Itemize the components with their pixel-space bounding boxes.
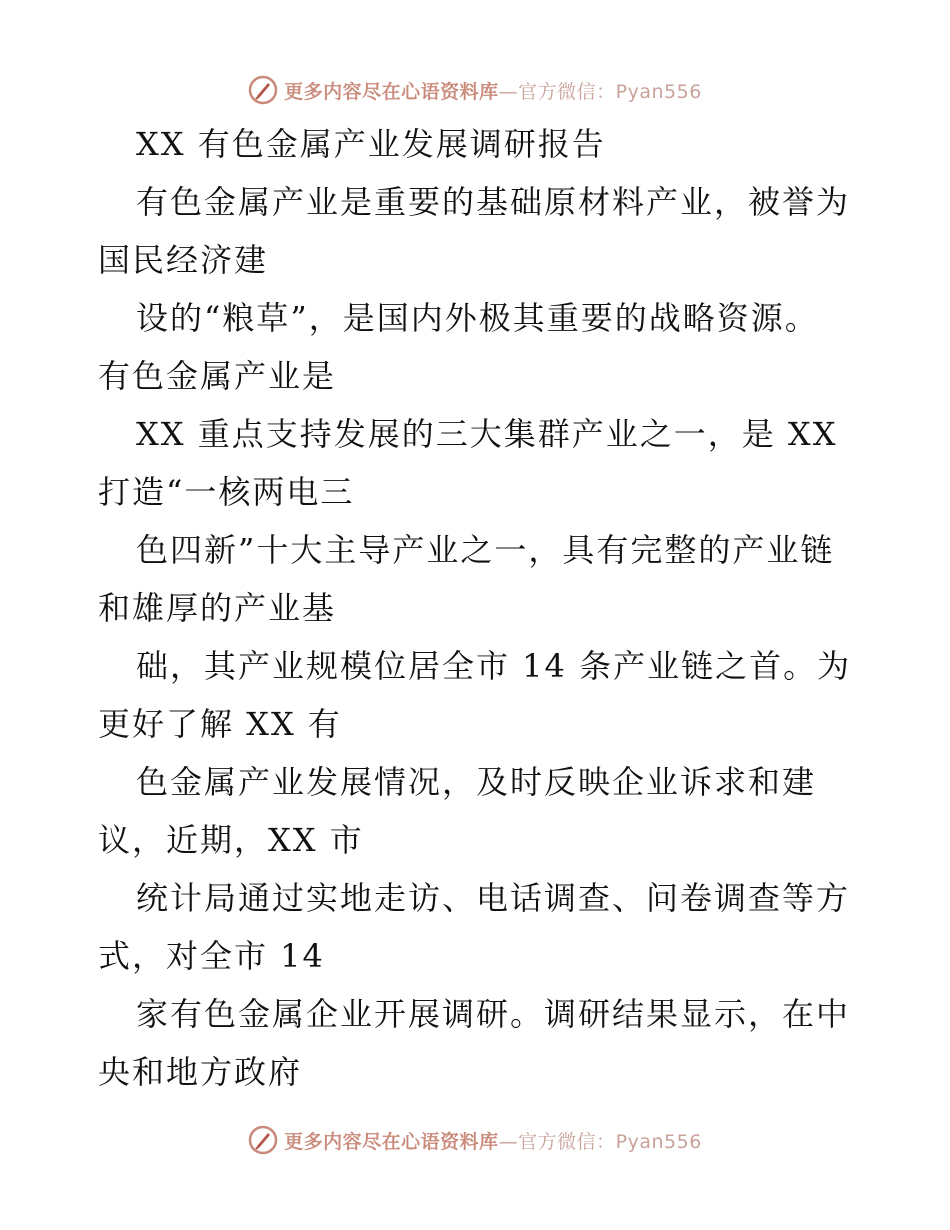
footer-watermark bbox=[0, 1122, 950, 1158]
paragraph-line: 色四新”十大主导产业之一，具有完整的产业链 bbox=[136, 531, 835, 569]
paragraph-line: 设的“粮草”，是国内外极其重要的战略资源。 bbox=[136, 299, 819, 337]
quill-logo-icon bbox=[248, 1125, 278, 1155]
paragraph-line: 础，其产业规模位居全市 14 条产业链之首。为 bbox=[136, 647, 852, 685]
watermark-text: 更多内容尽在心语资料库—官方微信：Pyan556 bbox=[284, 1130, 702, 1153]
paragraph-line: XX 重点支持发展的三大集群产业之一，是 XX bbox=[136, 415, 838, 453]
paragraph-line: 议，近期，XX 市 bbox=[98, 821, 364, 859]
paragraph-line: 和雄厚的产业基 bbox=[98, 589, 337, 627]
paragraph-line: 式，对全市 14 bbox=[98, 937, 325, 975]
header-watermark bbox=[0, 72, 950, 108]
paragraph-line: 统计局通过实地走访、电话调查、问卷调查等方 bbox=[136, 879, 851, 917]
document-title: XX 有色金属产业发展调研报告 bbox=[136, 125, 606, 163]
document-body bbox=[98, 124, 858, 1110]
paragraph-line: 有色金属产业是 bbox=[98, 357, 337, 395]
watermark-text: 更多内容尽在心语资料库—官方微信：Pyan556 bbox=[284, 80, 702, 103]
paragraph-line: 有色金属产业是重要的基础原材料产业，被誉为 bbox=[136, 183, 851, 221]
paragraph-line: 央和地方政府 bbox=[98, 1053, 303, 1091]
paragraph-line: 家有色金属企业开展调研。调研结果显示，在中 bbox=[136, 995, 851, 1033]
paragraph-line: 更好了解 XX 有 bbox=[98, 705, 342, 743]
paragraph-line: 色金属产业发展情况，及时反映企业诉求和建 bbox=[136, 763, 817, 801]
paragraph-line: 国民经济建 bbox=[98, 241, 269, 279]
paragraph-line: 打造“一核两电三 bbox=[98, 473, 355, 511]
quill-logo-icon bbox=[248, 75, 278, 105]
